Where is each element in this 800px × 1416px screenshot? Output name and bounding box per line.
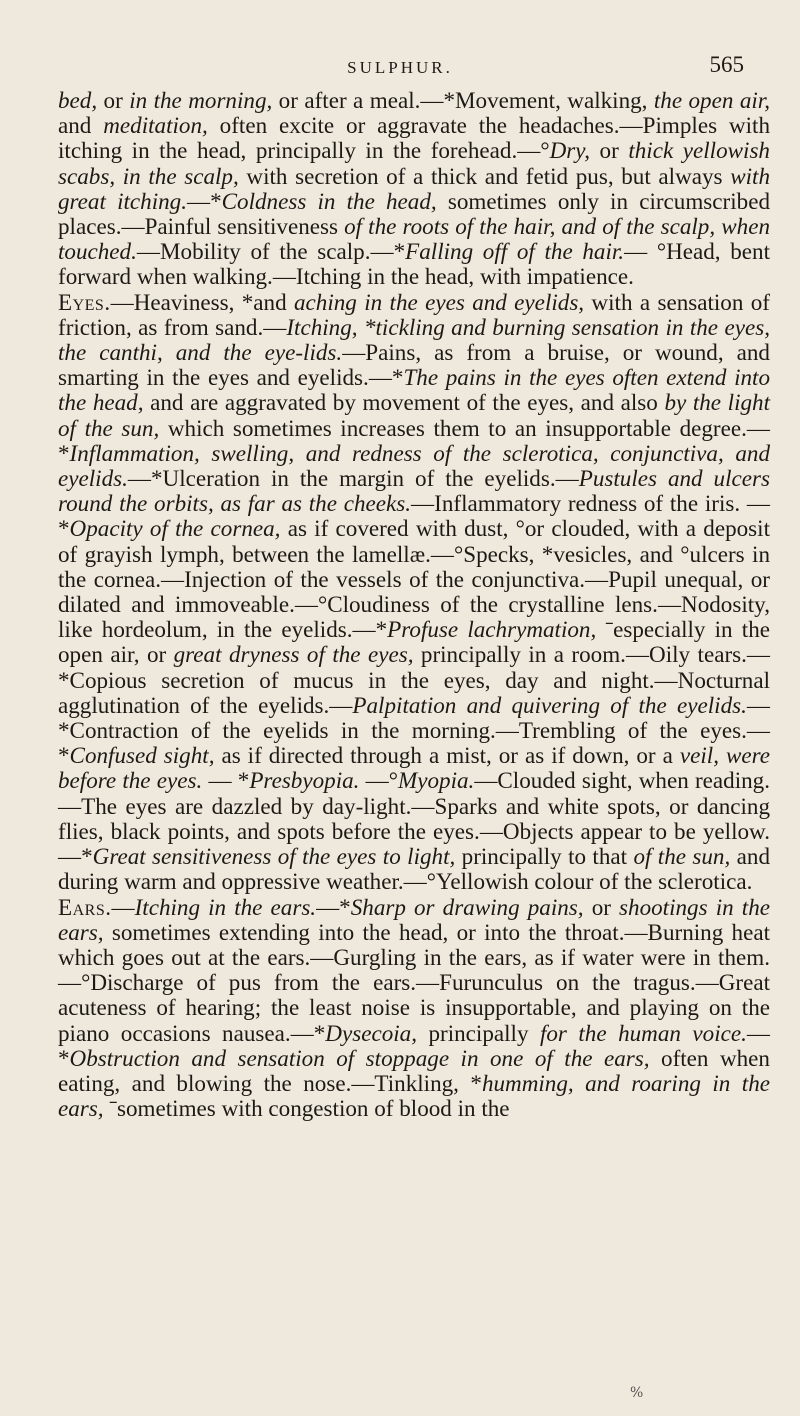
italic-run: shootings in the ears, [58, 893, 770, 945]
text-run: ˉsometimes with congestion of blood in the [103, 1095, 510, 1122]
page-number: 565 [709, 52, 744, 77]
italic-run: Myopia. [397, 767, 475, 794]
text-run: — * [202, 767, 250, 794]
italic-run: for the human voice. [539, 1019, 747, 1046]
text-run: often when eating, and blowing the nose.—Tinkling, * [58, 1044, 770, 1096]
italic-run: Presbyopia. [249, 767, 360, 794]
section-heading: Eyes. [58, 288, 111, 315]
paragraph-text [58, 894, 770, 1122]
running-head-title: SULPHUR. [347, 58, 453, 77]
text-run: or after a meal.—*Movement, walking, [272, 87, 654, 113]
text-run: —*Contraction of the eyelids in the morning.—Trembling of the eyes.—* [58, 691, 770, 769]
italic-run: The pains in the eyes often extend into the head, [58, 364, 770, 416]
italic-run: Opacity of the cornea, [69, 515, 281, 542]
text-run: — °Head, bent forward when walking.—Itching in the head, with impatience. [58, 238, 770, 290]
italic-run: Pustules and ulcers round the orbits, as far as the cheeks. [58, 465, 770, 517]
paragraph-head [58, 88, 770, 290]
text-run: ˉespecially in the open air, or [58, 616, 770, 668]
paragraph-text [58, 87, 770, 289]
running-head [0, 52, 800, 88]
text-run: or [583, 893, 620, 920]
italic-run: by the light of the sun, [58, 389, 771, 441]
text-run: principally to that [455, 843, 634, 870]
italic-run: veil, were before the eyes. [58, 742, 770, 794]
italic-run: Sharp or drawing pains, [350, 893, 584, 920]
italic-run: of the sun, [633, 843, 731, 870]
text-run: with secretion of a thick and fetid pus, but always [238, 162, 731, 189]
text-run: or [590, 137, 629, 164]
text-run: with a sensation of friction, as from sand.— [58, 288, 770, 340]
text-run: often excite or aggravate the headaches.—Pimples with itching in the head, principally in the forehead.—° [58, 112, 770, 164]
footer-mark: % [630, 1385, 644, 1401]
body-text [58, 88, 770, 1121]
italic-run: Coldness in the head, [221, 187, 437, 214]
text-run: —° [359, 767, 398, 794]
italic-run: aching in the eyes and eyelids, [294, 288, 585, 315]
italic-run: Dysecoia, [325, 1019, 417, 1046]
italic-run: with great itching. [58, 162, 770, 214]
paragraph-eyes [58, 290, 770, 895]
text-run: — * [58, 1019, 770, 1071]
section-heading: Ears. [58, 893, 112, 920]
text-run: sometimes only in circumscribed places.—Painful sensitiveness [58, 187, 770, 240]
paragraph-ears [58, 895, 770, 1122]
italic-run: Dry, [549, 137, 590, 164]
text-run: and are aggravated by movement of the eyes, and also [143, 389, 665, 416]
text-run: which sometimes increases them to an insupportable degree.—* [58, 414, 770, 466]
italic-run: of the roots of the hair, and of the scalp, when touched. [58, 213, 770, 265]
text-run: and during warm and oppressive weather.—°Yellowish colour of the sclerotica. [58, 843, 770, 895]
text-run: —* [186, 187, 222, 214]
text-run: as if directed through a mist, or as if down, or a [214, 742, 680, 769]
text-run: — [111, 893, 135, 920]
text-run: as if covered with dust, °or clouded, with a deposit of grayish lymph, between the lamellæ.—°Specks, *vesicles, and °ulcers in the cornea.—Injection of the vessels of the conjunctiva.—Pupil unequal, or dilated and immoveable.—°Cloudiness of the crystalline lens.—Nodosity, like hordeolum, in the eyelids.—* [58, 515, 770, 643]
italic-run: thick yellowish scabs, in the scalp, [58, 137, 770, 189]
italic-run: bed, [58, 87, 98, 113]
text-run: sometimes extending into the head, or into the throat.—Burning heat which goes out at the ears.—Gurgling in the ears, as if water were in them.—°Discharge of pus from the ears.—Furunculus on the tragus.—Great acuteness of hearing; the least noise is insupportable, and playing on the piano occasions nausea.—* [58, 918, 770, 1046]
italic-run: humming, and roaring in the ears, [58, 1069, 770, 1122]
text-run: —Mobility of the scalp.—* [136, 238, 406, 265]
italic-run: Falling off of the hair. [405, 238, 625, 265]
italic-run: Itching in the ears. [134, 893, 317, 920]
text-run: or [97, 87, 130, 113]
text-run: —Clouded sight, when reading. —The eyes are dazzled by day-light.—Sparks and white spots, or dancing flies, black points, and spots before the eyes.—Objects appear to be yellow.—* [58, 767, 771, 870]
italic-run: meditation, [103, 112, 208, 139]
italic-run: Great sensitiveness of the eyes to light, [92, 843, 456, 870]
paragraph-text [58, 289, 770, 895]
text-run: —Inflammatory redness of the iris. — * [58, 490, 770, 542]
italic-run: Itching, *tickling and burning sensation in the eyes, the canthi, and the eye-lids. [58, 313, 770, 366]
text-run: —Heaviness, *and [110, 288, 294, 315]
text-run: —*Ulceration in the margin of the eyelids.— [127, 465, 579, 492]
text-run: —* [316, 893, 351, 920]
text-run: principally [416, 1019, 540, 1046]
text-run: —Pains, as from a bruise, or wound, and smarting in the eyes and eyelids.—* [58, 339, 770, 391]
italic-run: Profuse lachrymation, [387, 616, 597, 643]
italic-run: Obstruction and sensation of stoppage in one of the ears, [69, 1044, 650, 1071]
text-run: and [58, 112, 104, 139]
italic-run: Palpitation and quivering of the eyelids. [352, 691, 747, 718]
italic-run: the open air, [653, 87, 770, 113]
text-run: principally in a room.—Oily tears.—*Copious secretion of mucus in the eyes, day and night.—Nocturnal agglutination of the eyelids.— [58, 641, 770, 718]
italic-run: Inflammation, swelling, and redness of the sclerotica, conjunctiva, and eyelids. [58, 439, 770, 492]
italic-run: great dryness of the eyes, [173, 641, 414, 668]
italic-run: Confused sight, [69, 742, 215, 769]
italic-run: in the morning, [129, 87, 273, 113]
